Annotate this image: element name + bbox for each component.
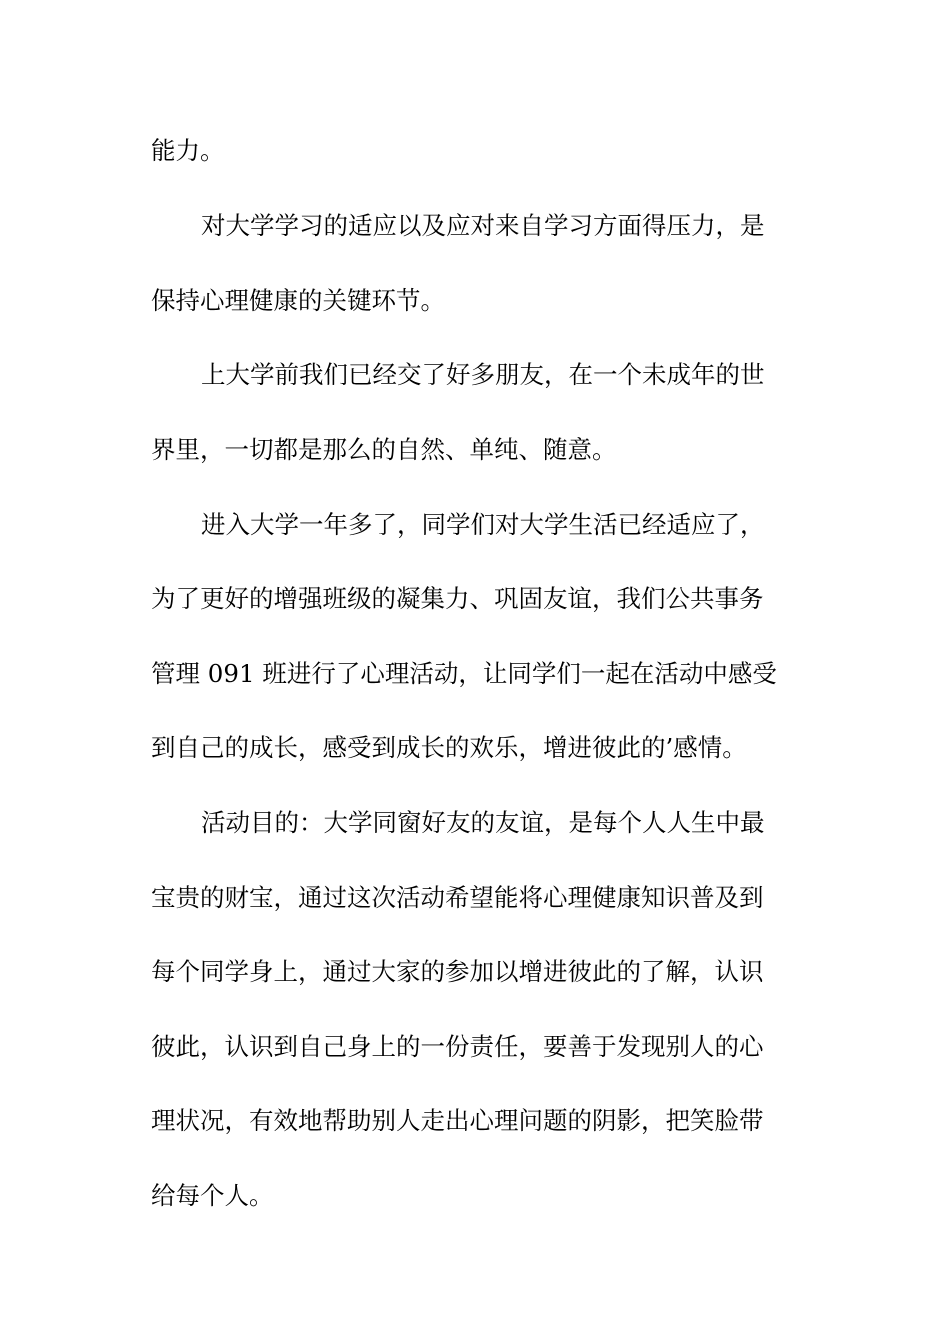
text-line: 宝贵的财宝，通过这次活动希望能将心理健康知识普及到 <box>151 883 764 912</box>
text-line: 上大学前我们已经交了好多朋友，在一个未成年的世 <box>201 360 765 389</box>
text-line: 进入大学一年多了，同学们对大学生活已经适应了， <box>201 510 765 539</box>
text-line: 给每个人。 <box>151 1181 274 1210</box>
text-line: 到自己的成长，感受到成长的欢乐，增进彼此的’感情。 <box>151 733 747 762</box>
text-line: 界里，一切都是那么的自然、单纯、随意。 <box>151 435 617 464</box>
text-line: 每个同学身上，通过大家的参加以增进彼此的了解，认识 <box>151 957 764 986</box>
text-line: 管理 091 班进行了心理活动，让同学们一起在活动中感受 <box>151 659 777 688</box>
text-line: 理状况，有效地帮助别人走出心理问题的阴影，把笑脸带 <box>151 1106 764 1135</box>
text-line: 活动目的：大学同窗好友的友谊，是每个人人生中最 <box>201 808 765 837</box>
text-line: 能力。 <box>151 136 225 165</box>
text-line: 保持心理健康的关键环节。 <box>151 286 445 315</box>
text-line: 为了更好的增强班级的凝集力、巩固友谊，我们公共事务 <box>151 584 764 613</box>
text-line: 对大学学习的适应以及应对来自学习方面得压力，是 <box>201 211 765 240</box>
text-line: 彼此，认识到自己身上的一份责任，要善于发现别人的心 <box>151 1032 764 1061</box>
